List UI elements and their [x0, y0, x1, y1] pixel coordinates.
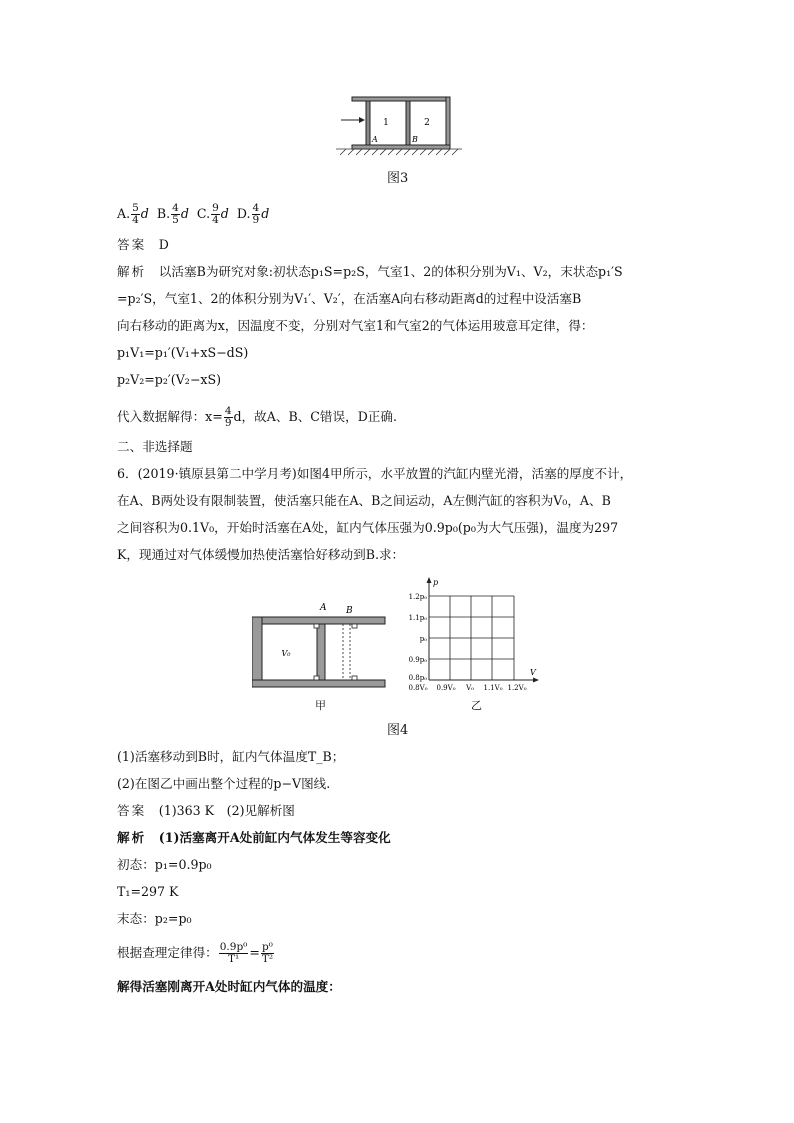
choice-c-label: C. — [196, 206, 211, 221]
v-axis-label: V — [530, 668, 536, 677]
q6-sub-question-1: (1)活塞移动到B时，缸内气体温度T_B； — [117, 749, 345, 764]
y-tick-0-9: 0.9p₀ — [408, 656, 427, 664]
x-tick-1-1: 1.1V₀ — [483, 684, 503, 692]
chamber-1-label: 1 — [383, 118, 389, 128]
q6-charles-law: 根据查理定律得： $\frac{\text{0.9p⁰}}{\text{T¹}}$ = $\frac{\text{p⁰}}{\text{T²}}$ — [117, 941, 274, 965]
choice-a-fraction: $\frac{5}{4}$ — [132, 202, 139, 226]
fig4-v0-label: V₀ — [281, 649, 291, 658]
choice-b-label: B. — [156, 206, 171, 221]
fig4-b-label: B — [346, 606, 353, 616]
x-tick-1-2: 1.2V₀ — [507, 684, 527, 692]
q6-line-2: 在A、B两处设有限制装置，使活塞只能在A、B之间运动，A左侧汽缸的容积为V₀，A、B — [117, 493, 611, 508]
figure-4-caption: 图4 — [387, 723, 409, 738]
y-tick-0-8: 0.8p₀ — [408, 674, 427, 682]
q5-analysis-line-3: 向右移动的距离为x，因温度不变，分别对气室1和气室2的气体运用玻意耳定律，得： — [117, 318, 594, 333]
q5-result: 代入数据解得：x= $\frac{4}{9}$ d，故A、B、C错误，D正确. — [117, 405, 397, 429]
law-left-fraction: $\frac{\text{0.9p⁰}}{\text{T¹}}$ — [219, 941, 248, 965]
fig4-yi-label: 乙 — [471, 699, 482, 712]
figure-4-yi-pv-graph — [396, 576, 546, 694]
q6-last-line: 解得活塞刚离开A处时缸内气体的温度： — [117, 979, 341, 994]
choice-c-fraction: $\frac{9}{4}$ — [212, 202, 219, 226]
fig4-jia-label: 甲 — [315, 699, 326, 712]
q6-final-state: 末态：p₂=p₀ — [117, 911, 192, 926]
q5-equation-1: p₁V₁=p₁′(V₁+xS−dS) — [117, 345, 249, 360]
section-2-heading: 二、非选择题 — [117, 439, 193, 454]
figure-3-caption: 图3 — [387, 171, 409, 186]
chamber-2-label: 2 — [424, 118, 430, 128]
choice-d-label: D. — [236, 206, 251, 221]
q6-line-1: 6．(2019·镇原县第二中学月考)如图4甲所示，水平放置的汽缸内壁光滑，活塞的厚度不计， — [117, 466, 633, 481]
q6-analysis-line-1: 解析 (1)活塞离开A处前缸内气体发生等容变化 — [117, 830, 391, 845]
y-tick-1-0: p₀ — [419, 635, 427, 643]
choice-d-fraction: $\frac{4}{9}$ — [252, 202, 260, 226]
y-tick-1-2: 1.2p₀ — [408, 593, 427, 601]
piston-a-label: A — [372, 135, 378, 144]
x-tick-0-8: 0.8V₀ — [408, 684, 428, 692]
x-tick-0-9: 0.9V₀ — [436, 684, 456, 692]
q5-answer: 答案 D — [117, 237, 169, 252]
q6-answer: 答案 (1)363 K (2)见解析图 — [117, 803, 295, 818]
law-right-fraction: $\frac{\text{p⁰}}{\text{T²}}$ — [261, 941, 274, 965]
fig4-a-label: A — [320, 603, 327, 613]
q6-sub-question-2: (2)在图乙中画出整个过程的p−V图线. — [117, 776, 331, 791]
y-tick-1-1: 1.1p₀ — [408, 614, 427, 622]
q6-line-3: 之间容积为0.1V₀，开始时活塞在A处，缸内气体压强为0.9p₀(p₀为大气压强)，温度为297 — [117, 520, 619, 535]
result-fraction: $\frac{4}{9}$ — [224, 405, 232, 429]
choice-a-label: A. — [117, 206, 131, 221]
x-tick-1-0: V₀ — [466, 684, 474, 692]
q6-initial-state: 初态：p₁=0.9p₀ — [117, 857, 212, 872]
q6-line-4: K，现通过对气体缓慢加热使活塞恰好移动到B.求： — [117, 547, 405, 562]
figure-4-jia-cylinder — [252, 597, 387, 692]
p-axis-label: p — [433, 578, 439, 587]
q5-analysis-line-1: 解析 以活塞B为研究对象:初状态p₁S=p₂S，气室1、2的体积分别为V₁、V₂，末状态p₁′S — [117, 264, 623, 279]
choice-b-fraction: $\frac{4}{5}$ — [172, 202, 179, 226]
q6-initial-temp: T₁=297 K — [117, 884, 179, 899]
q5-analysis-line-2: =p₂′S，气室1、2的体积分别为V₁′、V₂′，在活塞A向右移动距离d的过程中设活塞B — [117, 291, 582, 306]
choices-row: A. $\frac{5}{4}$ d B. $\frac{4}{5}$ d C. $\frac{9}{4}$ d D. $\frac{4}{9}$ d — [117, 202, 270, 226]
piston-b-label: B — [412, 135, 418, 144]
figure-3-cylinder — [336, 92, 466, 158]
q5-equation-2: p₂V₂=p₂′(V₂−xS) — [117, 372, 222, 387]
